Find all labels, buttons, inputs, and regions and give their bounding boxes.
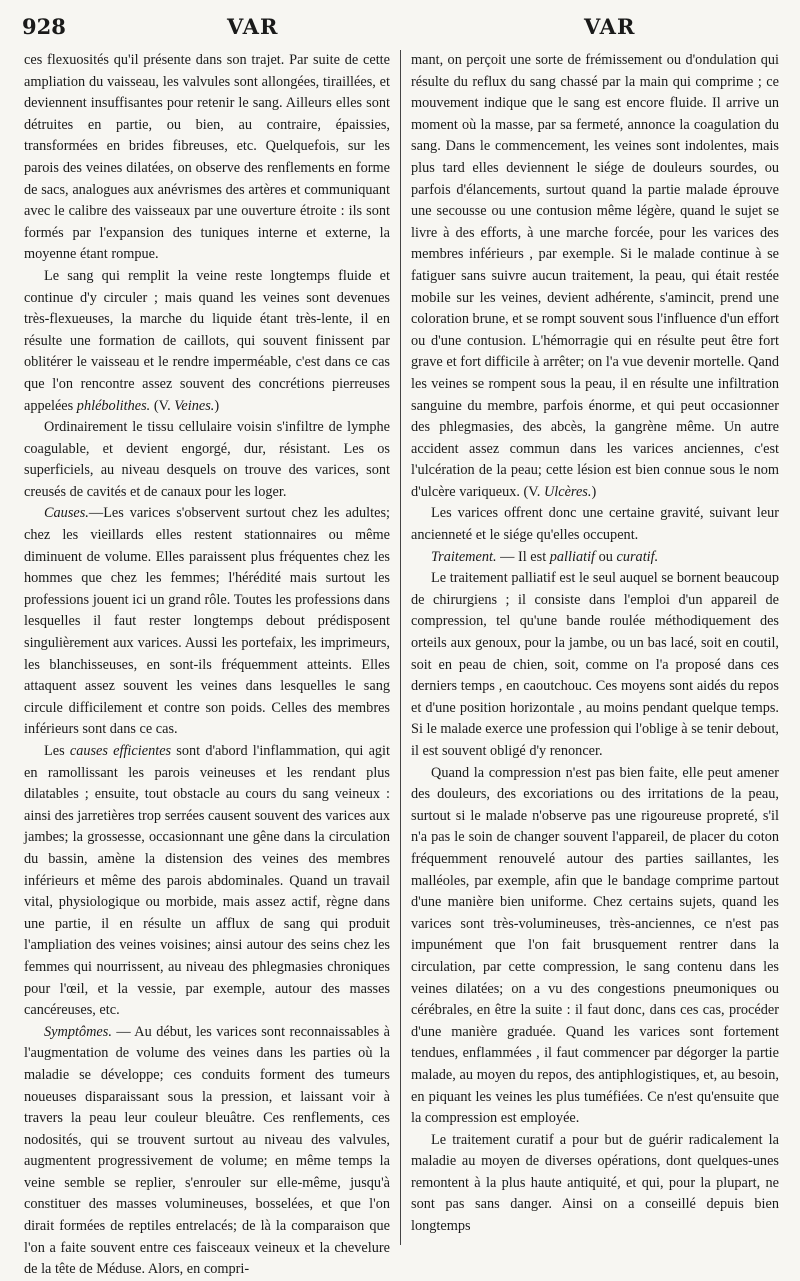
italic-text: curatif.: [616, 548, 659, 565]
text-run: Le traitement palliatif est le seul auquel se bornent beaucoup de chirurgiens ; il consiste dans l'emploi d'un appareil de compression, tel qu'une bande roulée méthodiquement des orteils aux genoux, pour la jambe, ou un bas lacé, soit en coutil, soit en peau de chien, soit, comme on l'a proposé dans ces derniers temps , en caoutchouc. Ces moyens sont aidés du repos et d'une position horizontale , au moins pendant quelque temps. Si le malade exerce une profession qui l'oblige à se tenir debout, il est souvent obligé d'y renoncer.: [411, 570, 779, 759]
paragraph: [24, 503, 390, 741]
paragraph: [24, 50, 390, 266]
text-run: —Les varices s'observent surtout chez les adultes; chez les vieillards elles restent stationnaires ou même diminuent de volume. Elles paraissent plus fréquentes chez les hommes que chez les femmes; l'hérédité mais surtout les professions jouent ici un grand rôle. Toutes les professions dans lesquelles il faut rester longtemps debout prédisposent singulièrement aux varices. Aussi les portefaix, les imprimeurs, les blanchisseuses, en sont-ils fréquemment atteints. Elles attaquent assez souvent les veines dans lesquelles le sang circule difficilement et contre son poids. Celles des membres inférieurs sont dans ce cas.: [24, 505, 390, 738]
paragraph: [24, 1022, 390, 1281]
text-run: ): [214, 397, 220, 414]
text-run: Le traitement curatif a pour but de guérir radicalement la maladie au moyen de diverses opérations, dont quelques-unes remontent à la plus haute antiquité, et qui, pour la plupart, ne sont pas sans danger. Ainsi on a conseillé depuis bien longtemps: [411, 1131, 779, 1235]
paragraph: [411, 50, 779, 503]
paragraph: [411, 547, 779, 569]
paragraph: [24, 417, 390, 503]
paragraph: [411, 1130, 779, 1238]
italic-text: Traitement.: [431, 548, 497, 565]
running-header: [22, 14, 778, 44]
text-run: Les: [44, 743, 70, 759]
text-run: ): [591, 483, 597, 500]
italic-text: palliatif: [549, 548, 596, 565]
text-run: Quand la compression n'est pas bien faite, elle peut amener des douleurs, des excoriations ou des irritations de la peau, surtout si le malade n'observe pas une rigoureuse propreté, s'il n'a pas le soin de changer souvent l'appareil, de placer du coton fréquemment renouvelé autour des parties saillantes, les malléoles, par exemple, afin que le bandage comprime partout d'une manière bien uniforme. Chez certains sujets, quand les varices sont très-volumineuses, très-anciennes, ce n'est pas impunément que l'on fait brusquement rentrer dans la circulation, par cette compression, le sang contenu dans les veines dilatées; on a vu des congestions pneumoniques ou cérébrales, en être la suite : il faut donc, dans ces cas, procéder d'une manière graduée. Quand les varices sont fortement tendues, enflammées , il faut commencer par dégorger la partie malade, au moyen du repos, des antiphlogistiques, et, au besoin, en piquant les veines les plus tuméfiées. Ce n'est qu'ensuite que la compression est employée.: [411, 764, 779, 1127]
text-run: ces flexuosités qu'il présente dans son trajet. Par suite de cette ampliation du vaisseau, les valvules sont allongées, tiraillées, et deviennent insuffisantes pour retenir le sang. Ailleurs elles sont détruites en partie, ou bien, au contraire, épaissies, transformées en brides fibreuses, etc. Quelquefois, sur les parois des veines dilatées, on observe des renflements en forme de sacs, analogues aux anévrismes des artères et communiquant avec le calibre des vaisseaux par une ouverture étroite : ils sont formés par l'expansion des tuniques interne et externe, la moyenne étant rompue.: [24, 52, 390, 263]
italic-text: Symptômes.: [44, 1023, 112, 1040]
italic-text: Veines.: [174, 397, 215, 414]
column-divider: [400, 50, 401, 1245]
text-run: — Au début, les varices sont reconnaissables à l'augmentation de volume des veines dans les parties où la maladie se développe; ces conduits forment des tumeurs noueuses disparaissant sous la pression, et laissant voir à travers la peau leur couleur bleuâtre. Ces renflements, ces nodosités, qui se trouvent surtout au niveau des valvules, augmentent progressivement de volume; en même temps la veine semble se replier, s'enrouler sur elle-même, jusqu'à constituer des masses volumineuses, bosselées, et que l'on dirait formées de reptiles entrelacés; de là la comparaison que l'on a faite souvent entre ces faisceaux veineux et la chevelure de la tête de Méduse. Alors, en compri-: [24, 1023, 390, 1278]
paragraph: [411, 568, 779, 762]
italic-text: Causes.: [44, 505, 89, 522]
text-run: ou: [595, 548, 617, 565]
text-run: sont d'abord l'inflammation, qui agit en ramollissant les parois veineuses et les rendant plus dilatables ; ensuite, tout obstacle au cours du sang veineux : ainsi des jarretières trop serrées causent souvent des varices aux jambes; la grossesse, occasionnant une gêne dans la circulation du bassin, amène la distension des veines des membres inférieurs et même des parois abdominales. Quand un travail vital, physiologique ou morbide, mais assez actif, règne dans une partie, il en résulte un afflux de sang qui produit l'ampliation des veines voisines; ainsi autour des seins chez les femmes qui nourrissent, au niveau des phlegmasies chroniques pour l'œil, et la vessie, par exemple, autour des masses cancéreuses, etc.: [24, 743, 391, 1019]
left-running-title: VAR: [227, 14, 279, 39]
text-run: Les varices offrent donc une certaine gravité, suivant leur ancienneté et le siége qu'elles occupent.: [411, 505, 779, 544]
text-run: — Il est: [496, 548, 550, 565]
left-column: [24, 50, 390, 1281]
right-column: [411, 50, 779, 1238]
paragraph: [24, 741, 390, 1022]
italic-text: causes efficientes: [69, 743, 172, 759]
paragraph: [411, 763, 779, 1130]
page-number: 928: [22, 14, 66, 39]
right-running-title: VAR: [584, 14, 636, 39]
text-run: Ordinairement le tissu cellulaire voisin s'infiltre de lymphe coagulable, et devient engorgé, dur, résistant. Les os superficiels, au niveau desquels on trouve des varices, sont creusés de cavités et de canaux pour les loger.: [24, 419, 390, 500]
italic-text: Ulcères.: [543, 483, 592, 500]
italic-text: phlébolithes.: [76, 397, 151, 414]
paragraph: [24, 266, 390, 417]
paragraph: [411, 503, 779, 546]
text-run: mant, on perçoit une sorte de frémissement ou d'ondulation qui résulte du reflux du sang chassé par la main qui comprime ; ce mouvement indique que le sang est encore fluide. Il arrive un moment où la masse, par sa fermeté, annonce la coagulation du sang. Dans le commencement, les veines sont indolentes, mais plus tard elles deviennent le siége de douleurs sourdes, ou parfois d'élancements, surtout quand la partie malade éprouve une secousse ou une contusion même légère, quand le sujet se livre à des efforts, à une marche forcée, pour les varices des membres inférieurs , par exemple. Si le malade continue à se fatiguer sans suivre aucun traitement, la peau, qui était restée mobile sur les veines, devient adhérente, s'amincit, prend une coloration brune, et se rompt souvent sous l'influence d'un effort ou d'une contusion. L'hémorragie qui en résulte peut être fort grave et fort difficile à arrêter; on l'a vue devenir mortelle. Qand les veines se rompent sous la peau, il en résulte une infiltration sanguine du membre, parfois énorme, et qui peut occasionner des phlegmasies, des abcès, la gangrène même. Un autre accident assez commun dans les varices anciennes, c'est l'ulcération de la peau; cette lésion est bien connue sous le nom d'ulcère variqueux. (V.: [411, 52, 779, 500]
text-run: (V.: [150, 397, 175, 414]
text-run: Le sang qui remplit la veine reste longtemps fluide et continue d'y circuler ; mais quand les veines sont devenues très-flexueuses, la marche du liquide étant très-lente, il en résulte une formation de caillots, qui souvent finissent par oblitérer le vaisseau et le rendre imperméable, c'est dans ce cas que l'on rencontre assez souvent des concrétions pierreuses appelées: [24, 267, 390, 414]
